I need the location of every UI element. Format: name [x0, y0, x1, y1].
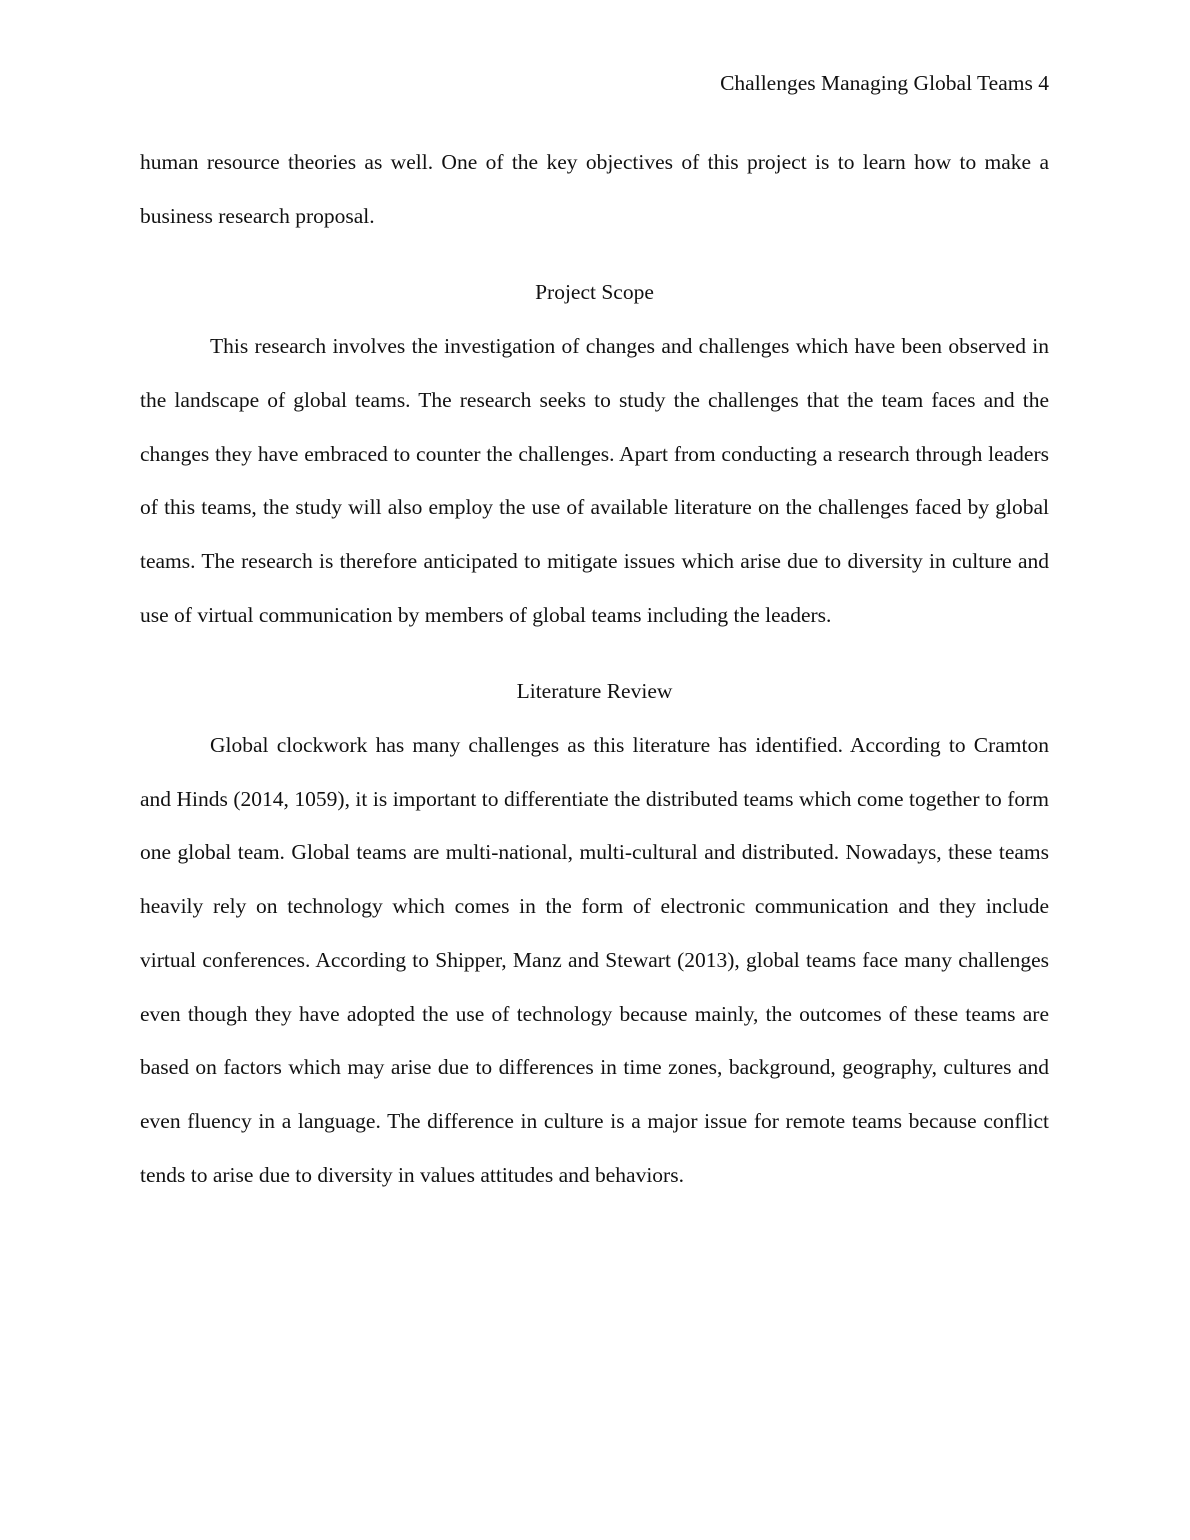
project-scope-paragraph: This research involves the investigation of changes and challenges which have been observed in the landscape of global teams. The research seeks to study the challenges that the team faces and the changes they have embraced to counter the challenges. Apart from conducting a research through leaders of this teams, the study will also employ the use of available literature on the challenges faced by global teams. The research is therefore anticipated to mitigate issues which arise due to diversity in culture and use of virtual communication by members of global teams including the leaders. — [140, 334, 1049, 627]
document-body — [140, 136, 1049, 1202]
project-scope-heading: Project Scope — [535, 280, 654, 305]
running-head: Challenges Managing Global Teams 4 — [720, 71, 1049, 95]
literature-review-paragraph: Global clockwork has many challenges as this literature has identified. According to Cramton and Hinds (2014, 1059), it is important to differentiate the distributed teams which come together to form one global team. Global teams are multi-national, multi-cultural and distributed. Nowadays, these teams heavily rely on technology which comes in the form of electronic communication and they include virtual conferences. According to Shipper, Manz and Stewart (2013), global teams face many challenges even though they have adopted the use of technology because mainly, the outcomes of these teams are based on factors which may arise due to differences in time zones, background, geography, cultures and even fluency in a language. The difference in culture is a major issue for remote teams because conflict tends to arise due to diversity in values attitudes and behaviors. — [140, 733, 1049, 1187]
intro-paragraph: human resource theories as well. One of the key objectives of this project is to learn how to make a business research proposal. — [140, 150, 1049, 228]
literature-review-heading: Literature Review — [516, 679, 673, 704]
